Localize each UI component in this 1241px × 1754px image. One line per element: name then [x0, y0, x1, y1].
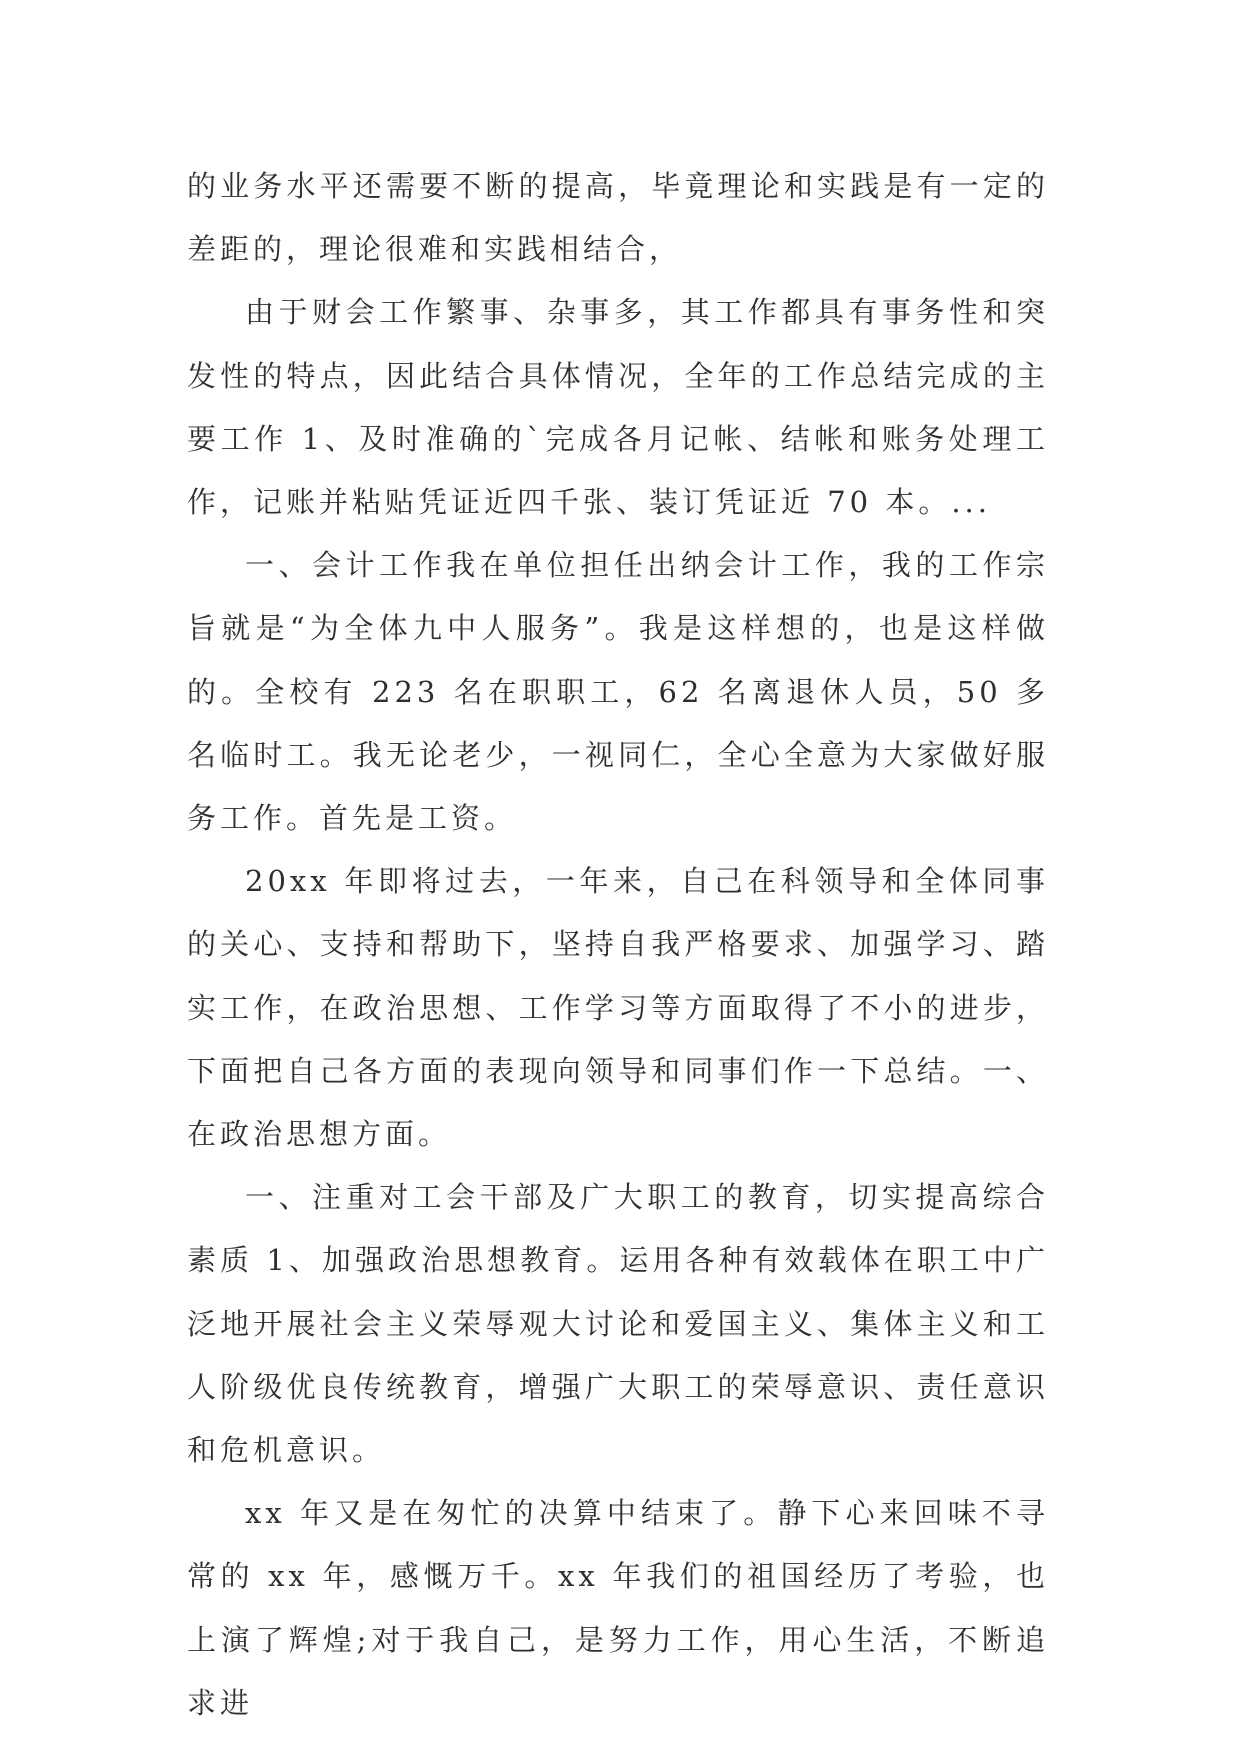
paragraph: xx 年又是在匆忙的决算中结束了。静下心来回味不寻常的 xx 年，感慨万千。xx 年我们的祖国经历了考验，也上演了辉煌;对于我自己，是努力工作，用心生活，不断追求进 [187, 1496, 1049, 1720]
document-body [187, 155, 1049, 1735]
paragraph: 由于财会工作繁事、杂事多，其工作都具有事务性和突发性的特点，因此结合具体情况，全年的工作总结完成的主要工作 1、及时准确的`完成各月记帐、结帐和账务处理工作，记账并粘贴凭证近四千张、装订凭证近 70 本。... [187, 295, 1049, 520]
paragraph: 一、注重对工会干部及广大职工的教育，切实提高综合素质 1、加强政治思想教育。运用各种有效载体在职工中广泛地开展社会主义荣辱观大讨论和爱国主义、集体主义和工人阶级优良传统教育，增强广大职工的荣辱意识、责任意识和危机意识。 [187, 1180, 1049, 1468]
paragraph: 的业务水平还需要不断的提高，毕竟理论和实践是有一定的差距的，理论很难和实践相结合， [187, 169, 1049, 267]
paragraph: 20xx 年即将过去，一年来，自己在科领导和全体同事的关心、支持和帮助下，坚持自我严格要求、加强学习、踏实工作，在政治思想、工作学习等方面取得了不小的进步，下面把自己各方面的表现向领导和同事们作一下总结。一、在政治思想方面。 [187, 864, 1049, 1152]
paragraph: 一、会计工作我在单位担任出纳会计工作，我的工作宗旨就是“为全体九中人服务”。我是这样想的，也是这样做的。全校有 223 名在职职工，62 名离退休人员，50 多名临时工。我无论老少，一视同仁，全心全意为大家做好服务工作。首先是工资。 [187, 548, 1049, 836]
